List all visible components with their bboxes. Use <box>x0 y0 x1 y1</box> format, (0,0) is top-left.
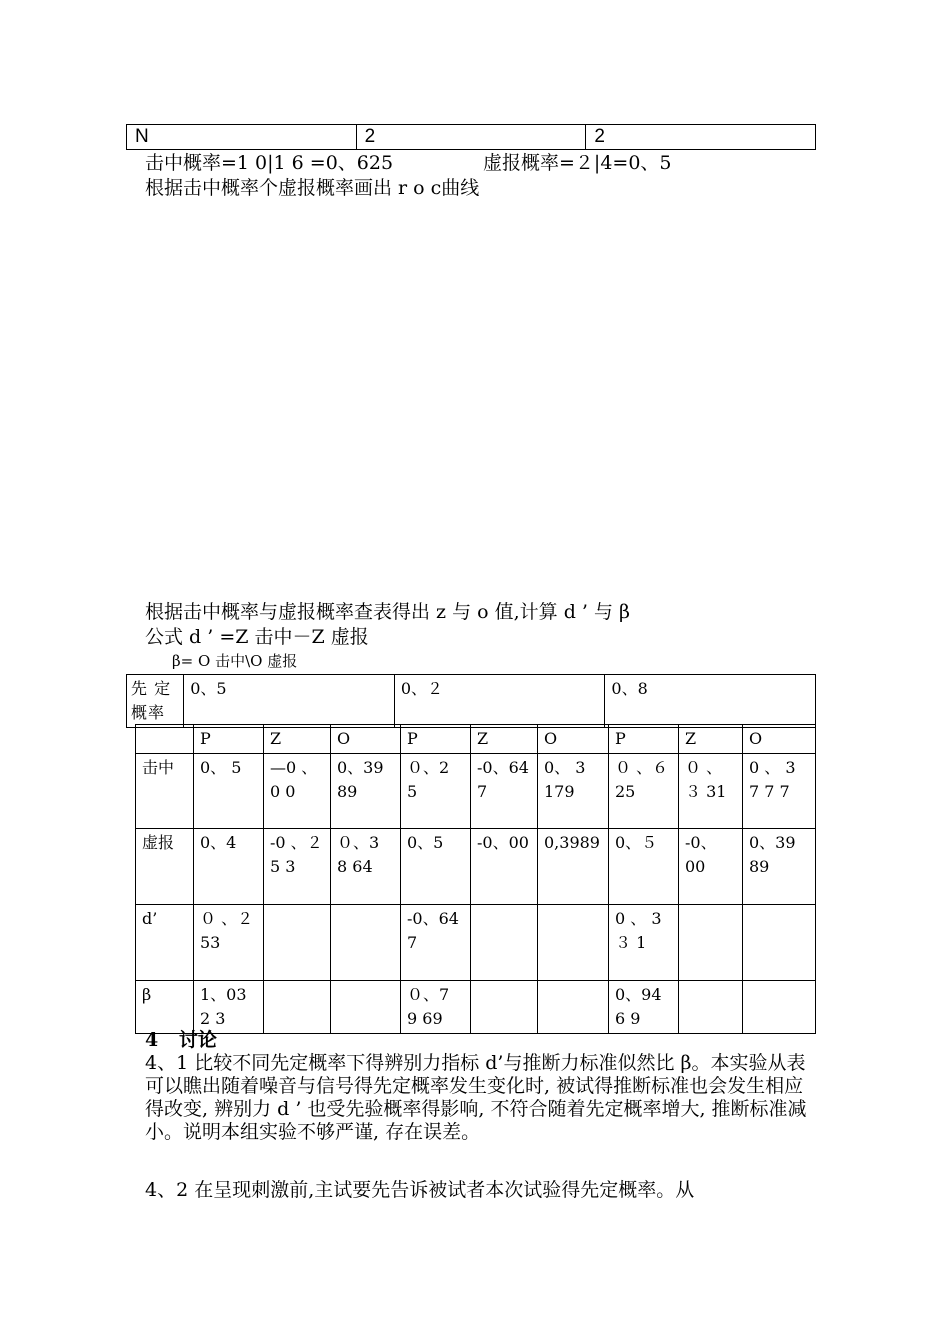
table-cell: 0、 3 179 <box>538 754 609 829</box>
discussion-paragraph-2: 4、2 在呈现刺激前,主试要先告诉被试者本次试验得先定概率。从 <box>145 1179 695 1201</box>
table-cell <box>331 981 401 1034</box>
table-cell: ０ 、３ 31 <box>679 754 743 829</box>
table-row-hit <box>136 754 816 829</box>
section-heading <box>145 1028 217 1052</box>
lookup-instruction-text: 根据击中概率与虚报概率查表得出 z 与 o 值,计算 d ’ 与 β <box>145 601 630 623</box>
row-label: β <box>136 981 194 1034</box>
column-header: P <box>609 725 679 754</box>
table-cell: -0、64 7 <box>471 754 538 829</box>
column-header: O <box>331 725 401 754</box>
table-cell: 0 、 3 ３ 1 <box>609 905 679 981</box>
table-cell: 0、4 <box>194 829 264 905</box>
column-header: Z <box>679 725 743 754</box>
table-cell: 0,3989 <box>538 829 609 905</box>
table-cell <box>264 905 331 981</box>
table-cell <box>136 725 194 754</box>
false-alarm-probability-text: 虚报概率=２|4=0、5 <box>483 152 672 174</box>
table-cell <box>679 905 743 981</box>
roc-instruction-text: 根据击中概率个虚报概率画出 r o c曲线 <box>145 177 480 199</box>
column-header: P <box>401 725 471 754</box>
column-header: O <box>538 725 609 754</box>
prior-header-table <box>126 674 816 728</box>
table-cell: ０ 、２ 53 <box>194 905 264 981</box>
row-label: 虚报 <box>136 829 194 905</box>
column-header: P <box>194 725 264 754</box>
row-label: d’ <box>136 905 194 981</box>
table-cell: -0、00 <box>471 829 538 905</box>
section-number: 4 <box>145 1029 159 1051</box>
table-cell: ０、7 9 69 <box>401 981 471 1034</box>
table-header-row <box>136 725 816 754</box>
beta-formula: β= O 击中\O 虚报 <box>172 652 298 670</box>
table-row <box>127 675 816 728</box>
table-cell <box>331 905 401 981</box>
table-cell: -0、64 7 <box>401 905 471 981</box>
discussion-paragraph-1: 4、1 比较不同先定概率下得辨别力指标 d’与推断力标准似然比 β。本实验从表可以瞧出随着噪音与信号得先定概率发生变化时, 被试得推断标准也会发生相应得改变, 辨别力 d ’ 也受先验概率得影响, 不符合随着先定概率增大, 推断标准减小。说明本组实验不够严谨, 存在误差。 <box>145 1052 807 1143</box>
table-cell: N <box>127 125 357 150</box>
table-row-false-alarm <box>136 829 816 905</box>
table-cell: ０、3 8 64 <box>331 829 401 905</box>
table-cell <box>538 905 609 981</box>
table-cell: —0 、 0 0 <box>264 754 331 829</box>
table-cell: 0、５ <box>609 829 679 905</box>
top-table <box>126 124 816 150</box>
row-label: 击中 <box>136 754 194 829</box>
table-cell: 0 、 3 7 7 7 <box>743 754 816 829</box>
table-row-d-prime <box>136 905 816 981</box>
table-cell: 1、03 2 3 <box>194 981 264 1034</box>
table-cell: 2 <box>356 125 586 150</box>
table-cell <box>679 981 743 1034</box>
d-prime-formula: 公式 d ’ =Z 击中－Z 虚报 <box>145 626 369 648</box>
table-cell <box>743 981 816 1034</box>
column-header: O <box>743 725 816 754</box>
section-title: 讨论 <box>178 1029 217 1051</box>
table-cell: -0 、２ 5 3 <box>264 829 331 905</box>
table-cell: 2 <box>586 125 816 150</box>
column-header: Z <box>471 725 538 754</box>
prior-cell: 0、8 <box>605 675 816 728</box>
hit-probability-text: 击中概率=1 0|1 6 =0、625 <box>145 152 394 174</box>
table-row-beta <box>136 981 816 1034</box>
table-cell: 0、5 <box>401 829 471 905</box>
prior-label: 先 定概率 <box>127 675 184 728</box>
table-cell: 0、39 89 <box>743 829 816 905</box>
table-cell <box>264 981 331 1034</box>
table-cell <box>471 905 538 981</box>
table-cell <box>471 981 538 1034</box>
prior-cell: 0、２ <box>394 675 605 728</box>
table-cell <box>743 905 816 981</box>
prior-cell: 0、5 <box>184 675 395 728</box>
table-cell: 0、 5 <box>194 754 264 829</box>
table-cell: 0、39 89 <box>331 754 401 829</box>
table-cell: 0、94 6 9 <box>609 981 679 1034</box>
table-cell: -0、00 <box>679 829 743 905</box>
main-data-table <box>135 724 816 1034</box>
table-cell <box>538 981 609 1034</box>
table-cell: ０、2 5 <box>401 754 471 829</box>
column-header: Z <box>264 725 331 754</box>
table-row <box>127 125 816 150</box>
table-cell: ０ 、６ 25 <box>609 754 679 829</box>
